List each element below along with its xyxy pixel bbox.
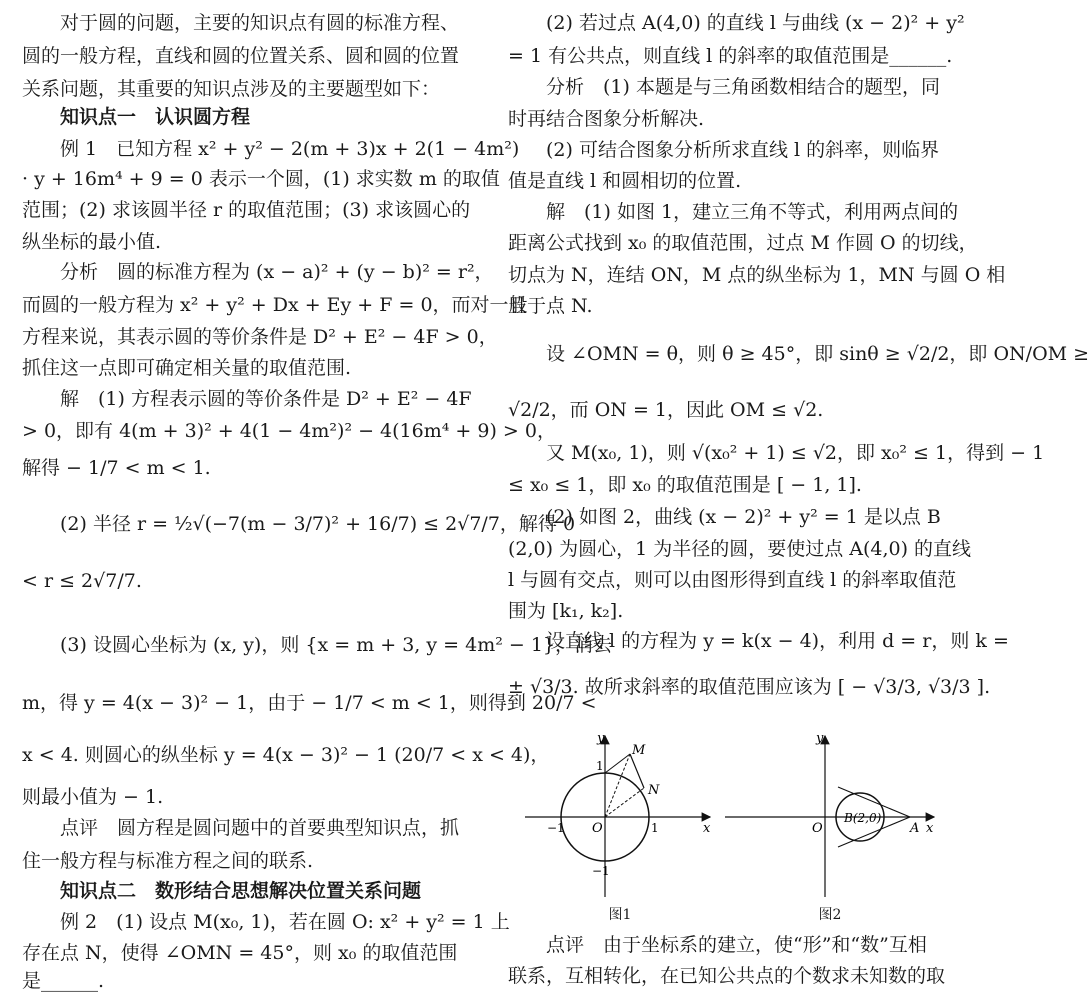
left-text-line: 抓住这一点即可确定相关量的取值范围.: [22, 357, 352, 379]
fig2-label-a: A: [910, 821, 920, 836]
left-text-line: 关系问题，其重要的知识点涉及的主要题型如下：: [22, 78, 441, 100]
right-text-line: 解 (1) 如图 1，建立三角不等式，利用两点间的: [546, 201, 959, 223]
right-text-line: (2,0) 为圆心，1 为半径的圆，要使过点 A(4,0) 的直线: [508, 538, 972, 560]
right-text-line: 值是直线 l 和圆相切的位置.: [508, 170, 742, 192]
left-text-line: 知识点一 认识圆方程: [60, 106, 251, 128]
left-text-line: > 0，即有 4(m + 3)² + 4(1 − 4m²)² − 4(16m⁴ + 9) > 0，: [22, 420, 556, 442]
left-text-line: 是______.: [22, 970, 105, 992]
fig2-label-b: B(2,0): [844, 811, 882, 825]
left-text-line: 解 (1) 方程表示圆的等价条件是 D² + E² − 4F: [60, 388, 472, 410]
left-text-line: 解得 − 1/7 < m < 1.: [22, 457, 211, 479]
left-text-line: (2) 半径 r = ½√(−7(m − 3/7)² + 16/7) ≤ 2√7/7，解得 0: [60, 513, 576, 535]
fig1-label-1-right: 1: [651, 821, 659, 835]
right-text-line: = 1 有公共点，则直线 l 的斜率的取值范围是______.: [508, 45, 953, 67]
right-text-line: 又 M(x₀, 1)，则 √(x₀² + 1) ≤ √2，即 x₀² ≤ 1，得到 − 1: [546, 442, 1045, 464]
fig1-label-o: O: [592, 821, 603, 836]
right-text-line: 设 ∠OMN = θ，则 θ ≥ 45°，即 sinθ ≥ √2/2，即 ON/OM ≥: [546, 343, 1089, 365]
right-text-line: √2/2，而 ON = 1，因此 OM ≤ √2.: [508, 399, 824, 421]
right-text-line: 切点为 N，连结 ON，M 点的纵坐标为 1，MN 与圆 O 相: [508, 264, 1006, 286]
left-text-line: 圆的一般方程，直线和圆的位置关系、圆和圆的位置: [22, 45, 460, 67]
fig1-label-neg1-left: −1: [547, 821, 565, 835]
fig1-label-neg1-bottom: −1: [592, 864, 610, 878]
figure-1: [520, 732, 720, 924]
right-text-line: ≤ x₀ ≤ 1，即 x₀ 的取值范围是 [ − 1, 1].: [508, 474, 862, 496]
left-text-line: 而圆的一般方程为 x² + y² + Dx + Ey + F = 0，而对一般: [22, 294, 528, 316]
left-text-line: 分析 圆的标准方程为 (x − a)² + (y − b)² = r²，: [60, 261, 494, 283]
left-text-line: 存在点 N，使得 ∠OMN = 45°，则 x₀ 的取值范围: [22, 942, 458, 964]
fig1-label-n: N: [648, 783, 660, 798]
fig1-label-m: M: [632, 743, 646, 758]
left-text-line: 方程来说，其表示圆的等价条件是 D² + E² − 4F > 0，: [22, 326, 498, 348]
right-text-line: 设直线 l 的方程为 y = k(x − 4)，利用 d = r，则 k =: [546, 630, 1009, 652]
right-text-line: (2) 如图 2，曲线 (x − 2)² + y² = 1 是以点 B: [546, 506, 941, 528]
right-text-line: 联系，互相转化，在已知公共点的个数求未知数的取: [508, 965, 946, 987]
fig2-label-x: x: [926, 821, 934, 836]
left-text-line: < r ≤ 2√7/7.: [22, 570, 142, 592]
left-text-line: m，得 y = 4(x − 3)² − 1，由于 − 1/7 < m < 1，则得到 20/7 <: [22, 692, 597, 714]
figure-1-caption: 图1: [608, 907, 632, 923]
figure-1-diagram: [520, 732, 720, 902]
left-text-line: 例 1 已知方程 x² + y² − 2(m + 3)x + 2(1 − 4m²): [60, 138, 520, 160]
right-text-line: (2) 若过点 A(4,0) 的直线 l 与曲线 (x − 2)² + y²: [546, 12, 965, 34]
left-text-line: x < 4. 则圆心的纵坐标 y = 4(x − 3)² − 1 (20/7 < x < 4)，: [22, 744, 550, 766]
right-text-line: 点评 由于坐标系的建立，使“形”和“数”互相: [546, 934, 927, 956]
right-text-line: l 与圆有交点，则可以由图形得到直线 l 的斜率取值范: [508, 569, 957, 591]
left-text-line: 对于圆的问题，主要的知识点有圆的标准方程、: [60, 12, 460, 34]
left-text-line: 知识点二 数形结合思想解决位置关系问题: [60, 880, 422, 902]
left-text-line: 点评 圆方程是圆问题中的首要典型知识点，抓: [60, 817, 460, 839]
fig2-label-o: O: [812, 821, 823, 836]
fig1-label-x: x: [703, 821, 711, 836]
right-text-line: ± √3/3. 故所求斜率的取值范围应该为 [ − √3/3, √3/3 ].: [508, 676, 991, 698]
left-text-line: 住一般方程与标准方程之间的联系.: [22, 850, 314, 872]
left-text-line: (3) 设圆心坐标为 (x, y)，则 {x = m + 3, y = 4m² − 1}，消去: [60, 634, 613, 656]
right-text-line: 且于点 N.: [508, 295, 593, 317]
fig1-label-1-top: 1: [596, 759, 604, 773]
right-text-line: (2) 可结合图象分析所求直线 l 的斜率，则临界: [546, 139, 940, 161]
left-text-line: · y + 16m⁴ + 9 = 0 表示一个圆，(1) 求实数 m 的取值: [22, 168, 500, 190]
right-text-line: 分析 (1) 本题是与三角函数相结合的题型，同: [546, 76, 940, 98]
left-text-line: 例 2 (1) 设点 M(x₀, 1)，若在圆 O: x² + y² = 1 上: [60, 911, 510, 933]
fig1-label-y: y: [597, 731, 605, 746]
right-text-line: 距离公式找到 x₀ 的取值范围，过点 M 作圆 O 的切线，: [508, 232, 978, 254]
figure-2: [720, 732, 940, 924]
left-text-line: 则最小值为 − 1.: [22, 786, 164, 808]
fig2-label-y: y: [816, 731, 824, 746]
right-text-line: 时再结合图象分析解决.: [508, 108, 705, 130]
figure-2-caption: 图2: [818, 907, 842, 923]
left-text-line: 范围；(2) 求该圆半径 r 的取值范围；(3) 求该圆心的: [22, 199, 471, 221]
figure-2-diagram: [720, 732, 940, 902]
left-text-line: 纵坐标的最小值.: [22, 231, 162, 253]
right-text-line: 围为 [k₁, k₂].: [508, 600, 624, 622]
